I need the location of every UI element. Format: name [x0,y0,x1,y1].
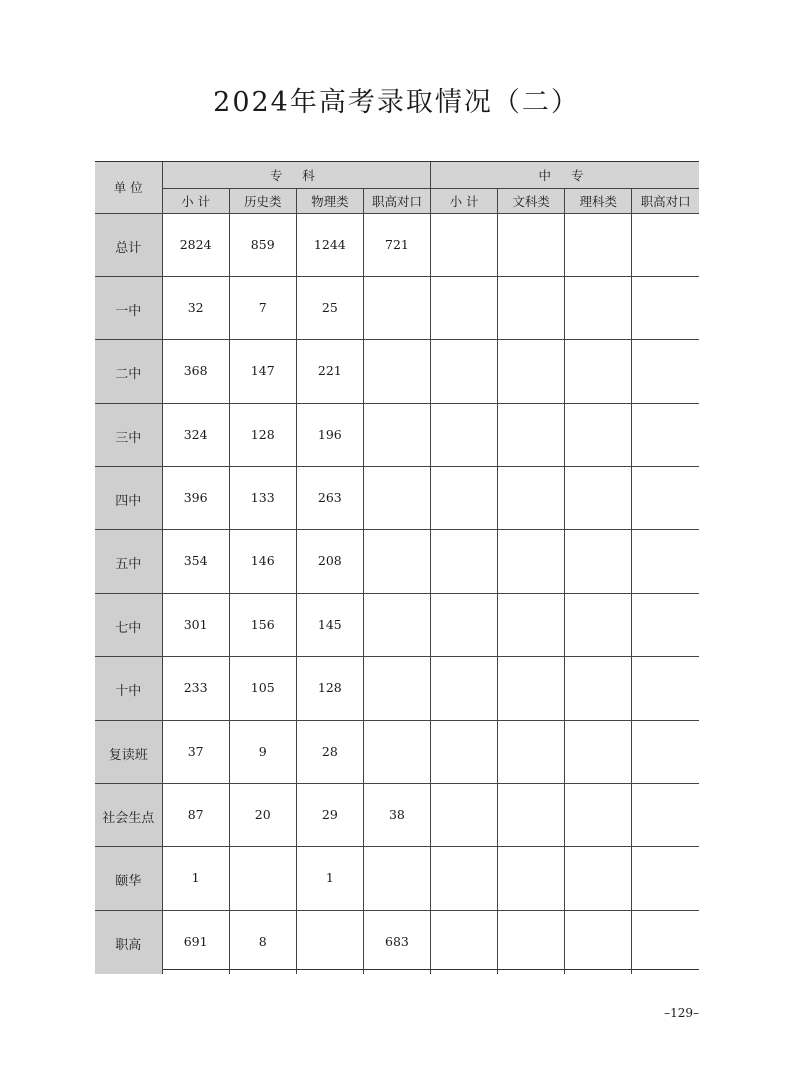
table-row [95,847,699,910]
row-unit-label: 复读班 [95,720,162,783]
table-cell [498,593,565,656]
table-row [95,213,699,276]
table-cell [363,530,430,593]
table-cell [565,340,632,403]
table-cell [498,213,565,276]
table-cell [632,213,699,276]
table-cell: 2824 [162,213,229,276]
table-row [95,657,699,720]
table-cell: 29 [296,784,363,847]
table-cell [632,593,699,656]
table-cell [565,847,632,910]
table-cell [431,593,498,656]
table-cell [431,403,498,466]
table-row [95,593,699,656]
table-cell: 354 [162,530,229,593]
table-cell [632,276,699,339]
table-cell [363,467,430,530]
row-unit-label: 五中 [95,530,162,593]
table-cell: 233 [162,657,229,720]
row-unit-label: 职高 [95,910,162,973]
row-unit-label: 一中 [95,276,162,339]
row-unit-label: 社会生点 [95,784,162,847]
table-cell [498,910,565,973]
table-cell: 324 [162,403,229,466]
page-number: –129– [664,1006,699,1020]
table-cell: 683 [363,910,430,973]
table-cell: 87 [162,784,229,847]
table-cell [431,213,498,276]
table-cell: 208 [296,530,363,593]
admission-table [95,162,699,974]
table-row [95,784,699,847]
header-sub-zz-vocational: 职高对口 [632,188,699,213]
header-sub-zk-history: 历史类 [229,188,296,213]
table-cell [431,530,498,593]
table-cell: 32 [162,276,229,339]
row-unit-label: 颐华 [95,847,162,910]
table-cell: 1244 [296,213,363,276]
table-cell [632,467,699,530]
table-cell [565,720,632,783]
header-sub-zz-science: 理科类 [565,188,632,213]
table-cell: 20 [229,784,296,847]
header-sub-zk-vocational: 职高对口 [363,188,430,213]
header-sub-zz-arts: 文科类 [498,188,565,213]
table-cell [498,530,565,593]
table-row [95,340,699,403]
table-cell: 721 [363,213,430,276]
table-body [95,213,699,974]
table-cell [363,340,430,403]
table-cell: 8 [229,910,296,973]
table-cell [632,910,699,973]
table-cell [431,340,498,403]
table-row [95,530,699,593]
table-cell [632,530,699,593]
row-unit-label: 总计 [95,213,162,276]
table-cell [498,847,565,910]
table-cell: 9 [229,720,296,783]
table-cell [363,657,430,720]
table-cell [565,657,632,720]
header-group-zhongzhuan: 中 专 [431,162,699,188]
header-group-zhuanke: 专 科 [162,162,430,188]
table-cell [498,657,565,720]
table-row [95,276,699,339]
table-cell [431,467,498,530]
table-cell [565,910,632,973]
table-cell: 105 [229,657,296,720]
table-cell: 368 [162,340,229,403]
table-cell: 147 [229,340,296,403]
table-cell [431,720,498,783]
table-cell: 263 [296,467,363,530]
table-cell: 38 [363,784,430,847]
table-cell [498,467,565,530]
table-cell [363,720,430,783]
table-cell [431,657,498,720]
table-cell [229,847,296,910]
table-cell [565,593,632,656]
table-cell [498,340,565,403]
table-cell: 1 [162,847,229,910]
table-cell: 691 [162,910,229,973]
table-cell [363,276,430,339]
header-unit: 单 位 [95,162,162,213]
table-cell: 396 [162,467,229,530]
table-cell: 133 [229,467,296,530]
table-cell [498,720,565,783]
table-row [95,467,699,530]
table-cell: 128 [296,657,363,720]
table-cell [565,213,632,276]
table-cell [565,276,632,339]
table-cell [498,784,565,847]
row-unit-label: 十中 [95,657,162,720]
table-cell [431,847,498,910]
header-sub-zk-subtotal: 小 计 [162,188,229,213]
table-cell [632,403,699,466]
row-unit-label: 七中 [95,593,162,656]
table-cell [498,403,565,466]
table-cell: 301 [162,593,229,656]
table-cell [632,657,699,720]
table-cell [632,847,699,910]
table-cell [431,910,498,973]
header-sub-zz-subtotal: 小 计 [431,188,498,213]
header-sub-zk-physics: 物理类 [296,188,363,213]
table-cell [363,593,430,656]
table-cell [363,403,430,466]
table-cell [632,340,699,403]
page-title: 2024年高考录取情况（二） [213,87,580,118]
table-cell: 25 [296,276,363,339]
table-cell: 146 [229,530,296,593]
table-cell [363,847,430,910]
table-cell: 37 [162,720,229,783]
table-cell: 196 [296,403,363,466]
table-row [95,720,699,783]
table-cell: 156 [229,593,296,656]
row-unit-label: 二中 [95,340,162,403]
table-cell [431,276,498,339]
row-unit-label: 四中 [95,467,162,530]
table-cell [498,276,565,339]
table-row [95,910,699,973]
table-cell: 221 [296,340,363,403]
table-cell [565,784,632,847]
table-row [95,403,699,466]
table-cell [565,467,632,530]
table-cell [632,784,699,847]
table-cell: 128 [229,403,296,466]
table-cell [565,403,632,466]
admission-table-wrap [95,161,699,970]
row-unit-label: 三中 [95,403,162,466]
table-cell: 145 [296,593,363,656]
table-cell [296,910,363,973]
table-cell: 28 [296,720,363,783]
table-cell: 7 [229,276,296,339]
table-cell: 1 [296,847,363,910]
table-cell [565,530,632,593]
table-cell [431,784,498,847]
table-cell: 859 [229,213,296,276]
table-cell [632,720,699,783]
